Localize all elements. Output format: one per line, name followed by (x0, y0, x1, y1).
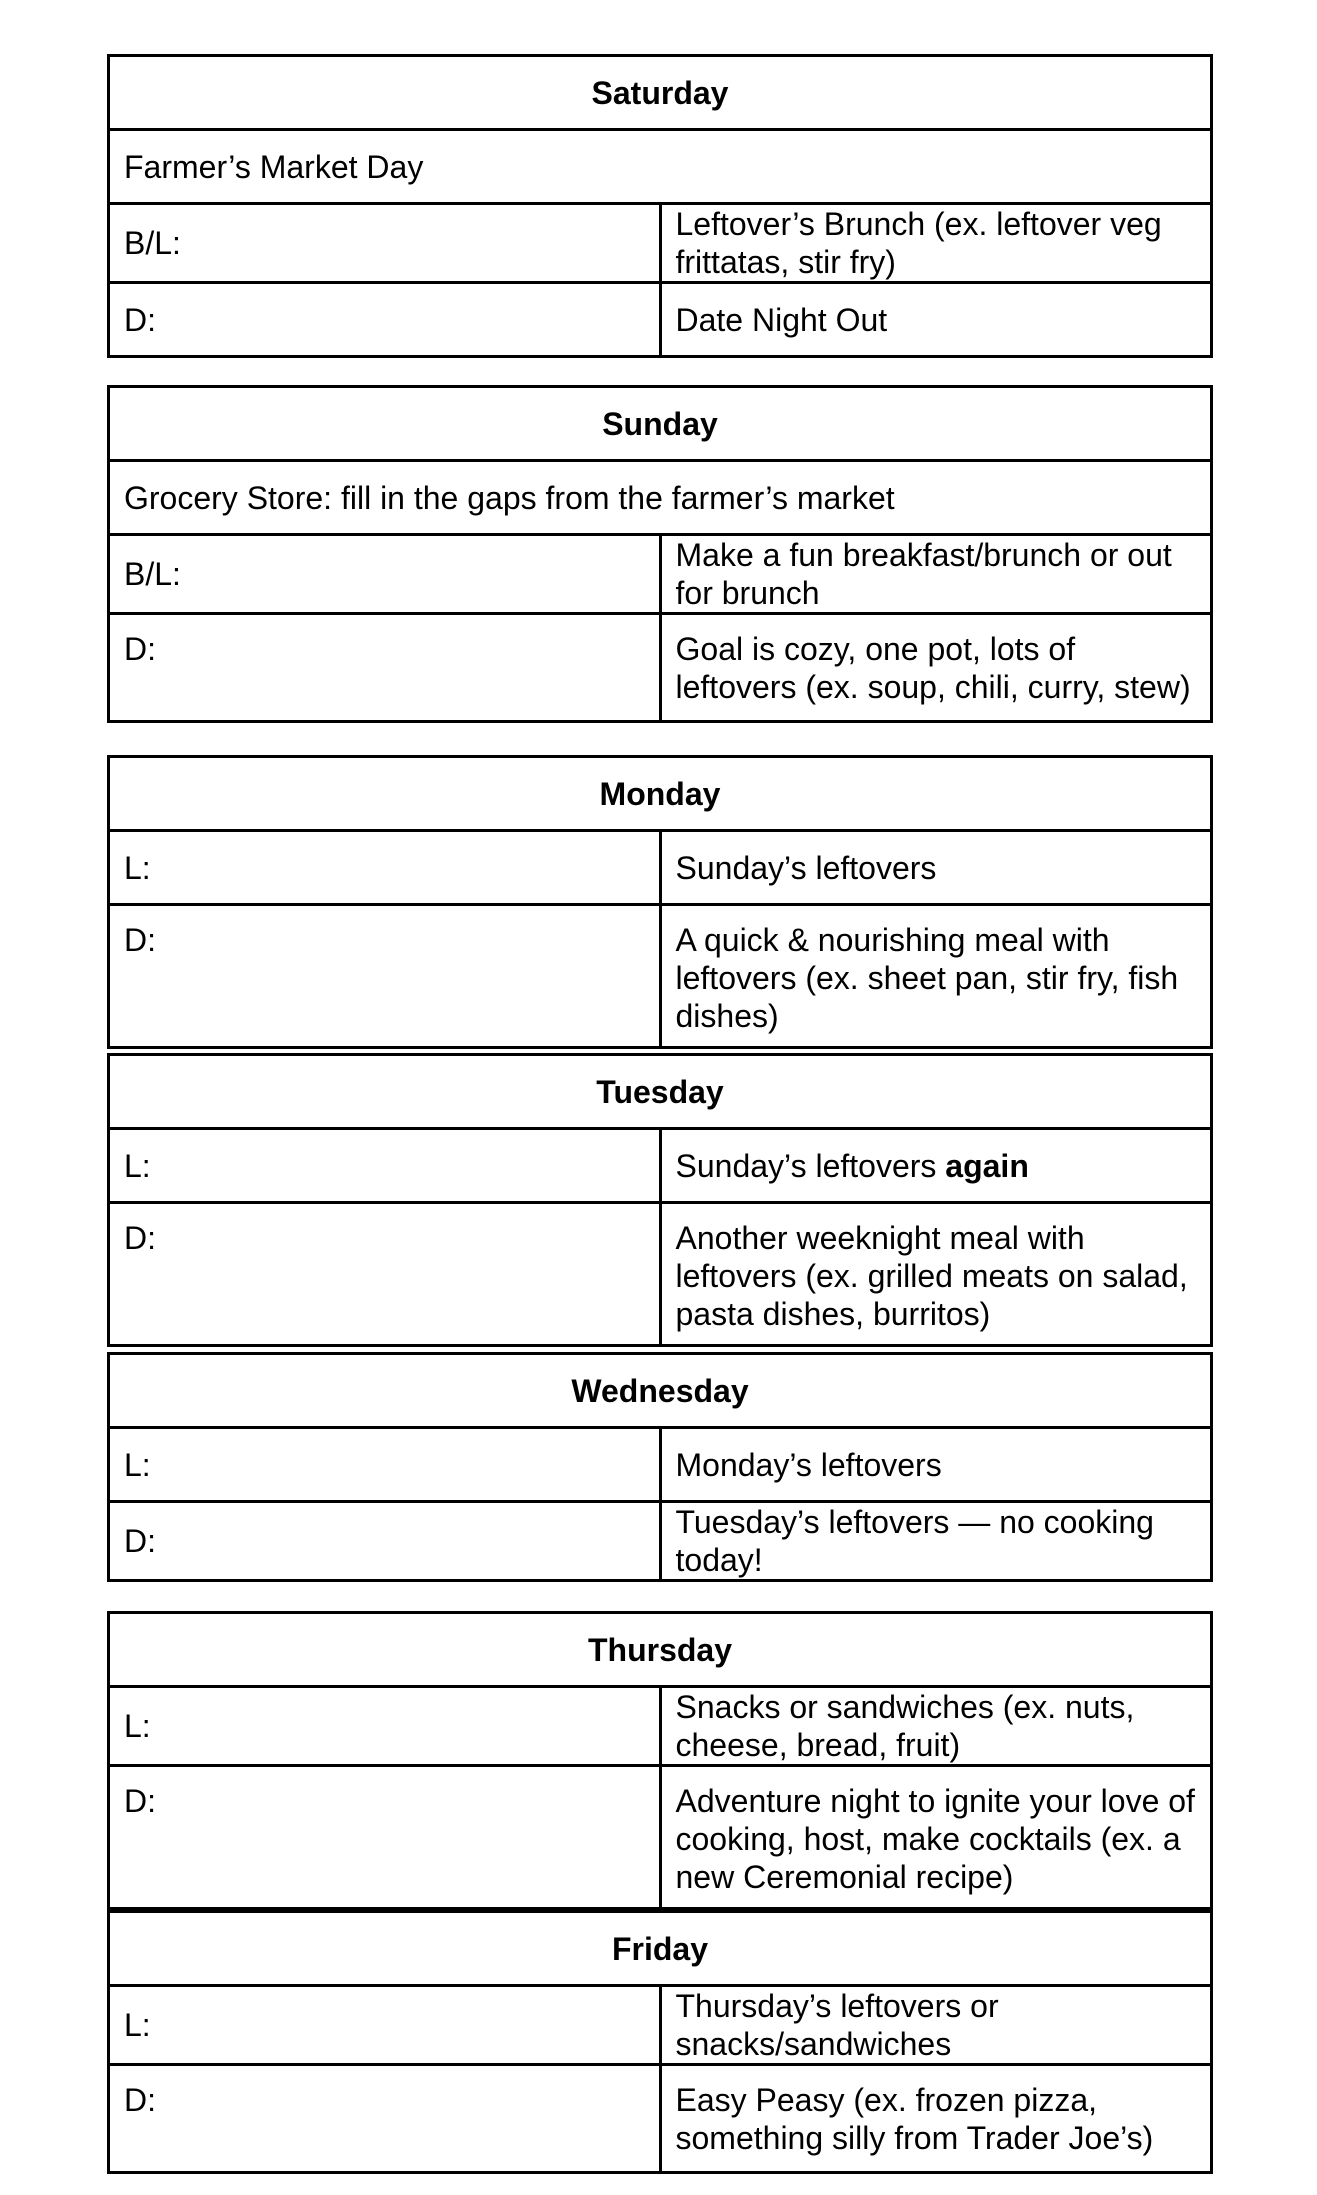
day-heading: Tuesday (109, 1055, 1212, 1129)
meal-text: Tuesday’s leftovers — no cooking today! (660, 1502, 1212, 1581)
day-heading: Friday (109, 1912, 1212, 1986)
meal-text: Adventure night to ignite your love of cooking, host, make cocktails (ex. a new Ceremonial recipe) (660, 1766, 1212, 1909)
day-table-monday (107, 755, 1213, 1049)
meal-text: Another weeknight meal with leftovers (ex. grilled meats on salad, pasta dishes, burritos) (660, 1203, 1212, 1346)
meal-row (109, 1428, 1212, 1502)
meal-text: Snacks or sandwiches (ex. nuts, cheese, bread, fruit) (660, 1687, 1212, 1766)
meal-label: B/L: (109, 535, 661, 614)
meal-label: L: (109, 1129, 661, 1203)
meal-row (109, 1129, 1212, 1203)
meal-label: L: (109, 1687, 661, 1766)
meal-text: Make a fun breakfast/brunch or out for brunch (660, 535, 1212, 614)
meal-text: Easy Peasy (ex. frozen pizza, something silly from Trader Joe’s) (660, 2065, 1212, 2173)
meal-text: Sunday’s leftovers (660, 831, 1212, 905)
meal-row (109, 535, 1212, 614)
day-table-saturday (107, 54, 1213, 358)
day-heading: Saturday (109, 56, 1212, 130)
meal-row (109, 1986, 1212, 2065)
meal-row (109, 1766, 1212, 1909)
meal-label: D: (109, 1766, 661, 1909)
meal-text: Monday’s leftovers (660, 1428, 1212, 1502)
meal-row (109, 1203, 1212, 1346)
day-heading: Wednesday (109, 1354, 1212, 1428)
meal-label: L: (109, 1428, 661, 1502)
day-heading: Thursday (109, 1613, 1212, 1687)
day-table-sunday (107, 385, 1213, 723)
meal-text: Date Night Out (660, 283, 1212, 357)
meal-text: A quick & nourishing meal with leftovers (ex. sheet pan, stir fry, fish dishes) (660, 905, 1212, 1048)
day-table-tuesday (107, 1053, 1213, 1347)
day-table-thursday (107, 1611, 1213, 1910)
meal-text-main: Sunday’s leftovers (675, 1147, 937, 1184)
meal-label: L: (109, 1986, 661, 2065)
meal-label: D: (109, 2065, 661, 2173)
meal-text (660, 1129, 1212, 1203)
meal-label: L: (109, 831, 661, 905)
meal-text-emphasis: again (945, 1147, 1029, 1184)
meal-text: Thursday’s leftovers or snacks/sandwiches (660, 1986, 1212, 2065)
meal-row (109, 1687, 1212, 1766)
meal-label: B/L: (109, 204, 661, 283)
meal-label: D: (109, 614, 661, 722)
meal-text: Leftover’s Brunch (ex. leftover veg frittatas, stir fry) (660, 204, 1212, 283)
day-note: Farmer’s Market Day (109, 130, 1212, 204)
meal-row (109, 283, 1212, 357)
meal-row (109, 204, 1212, 283)
meal-row (109, 905, 1212, 1048)
meal-row (109, 614, 1212, 722)
meal-row (109, 2065, 1212, 2173)
day-heading: Sunday (109, 387, 1212, 461)
meal-text: Goal is cozy, one pot, lots of leftovers (ex. soup, chili, curry, stew) (660, 614, 1212, 722)
meal-row (109, 1502, 1212, 1581)
meal-label: D: (109, 283, 661, 357)
meal-label: D: (109, 905, 661, 1048)
day-table-wednesday (107, 1352, 1213, 1582)
day-table-friday (107, 1910, 1213, 2174)
meal-label: D: (109, 1502, 661, 1581)
meal-label: D: (109, 1203, 661, 1346)
day-note: Grocery Store: fill in the gaps from the farmer’s market (109, 461, 1212, 535)
day-heading: Monday (109, 757, 1212, 831)
meal-row (109, 831, 1212, 905)
